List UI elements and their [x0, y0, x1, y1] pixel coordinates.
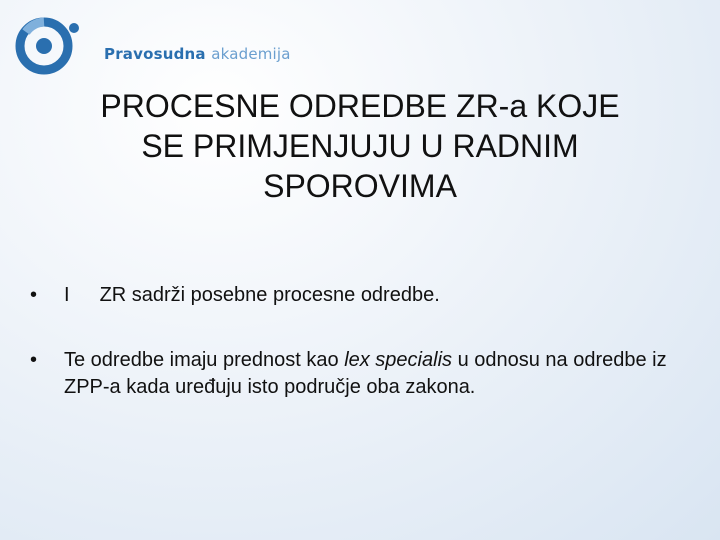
bullet-text-before: Te odredbe imaju prednost kao [64, 349, 345, 371]
logo-word-pravosudna: Pravosudna [104, 45, 206, 63]
bullet-text: ZR sadrži posebne procesne odredbe. [99, 284, 440, 306]
bullet-marker: • [30, 349, 38, 371]
bullet-text-after: u odnosu na odredbe iz ZPP-a kada uređuju isto područje oba zakona. [64, 349, 667, 398]
logo-text [104, 45, 291, 63]
title-line-3: SPOROVIMA [263, 168, 457, 204]
title-line-2: SE PRIMJENJUJU U RADNIM [141, 128, 579, 164]
slide-title [40, 86, 680, 206]
logo-word-akademija: akademija [211, 45, 291, 63]
title-line-1: PROCESNE ODREDBE ZR-a KOJE [100, 88, 620, 124]
logo [12, 14, 312, 78]
bullet-marker: • [30, 284, 38, 306]
logo-ring-icon [12, 14, 92, 78]
bullet-item-1 [30, 282, 690, 309]
bullet-list [30, 282, 690, 401]
bullet-lead: I [64, 284, 70, 306]
bullet-text-italic: lex specialis [344, 349, 453, 371]
bullet-item-2 [30, 347, 690, 401]
